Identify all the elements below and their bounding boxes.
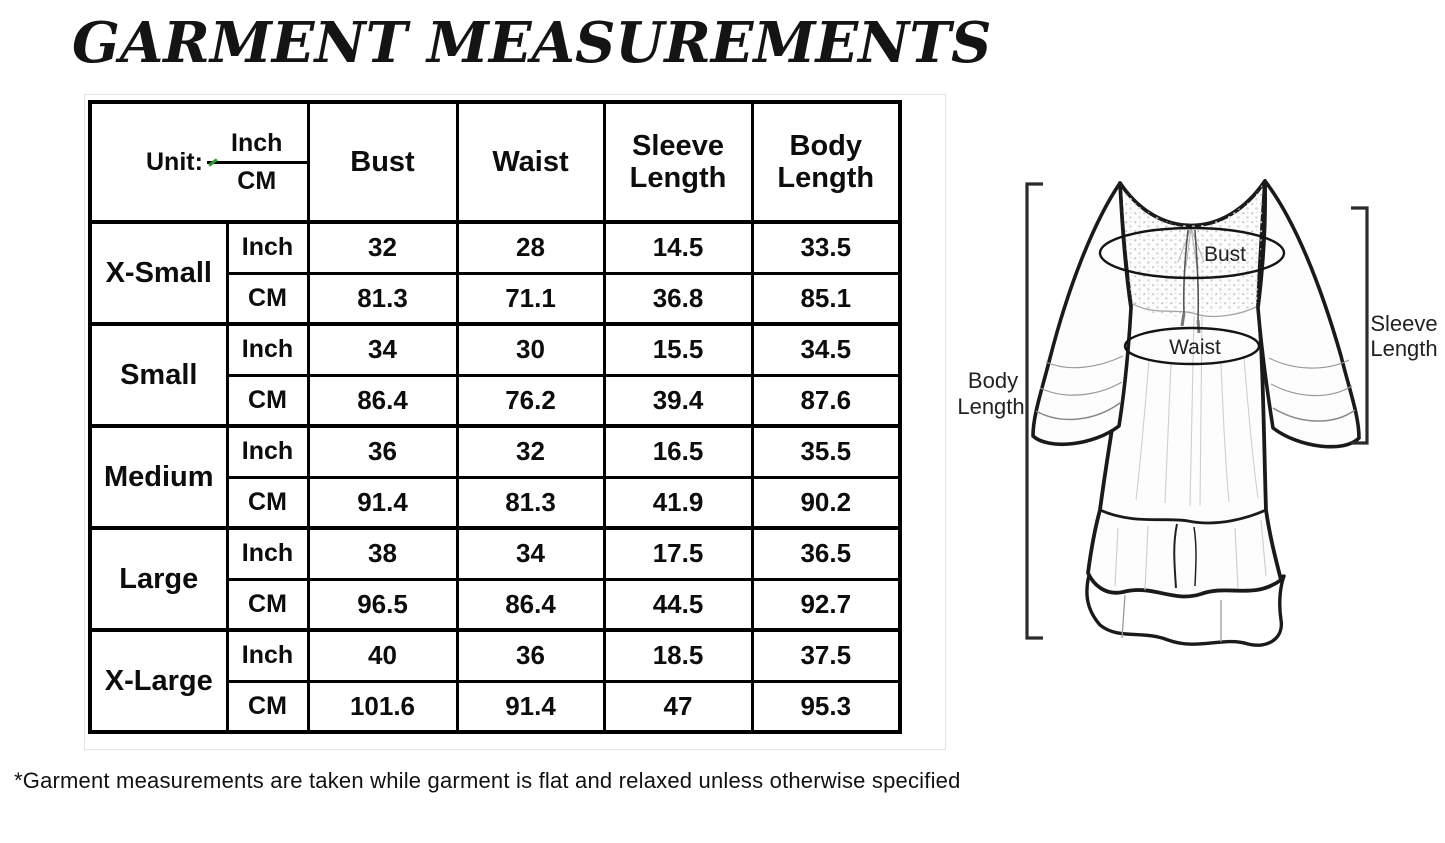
value-cell: 87.6 (752, 375, 900, 426)
value-cell: 81.3 (457, 477, 604, 528)
value-cell: 92.7 (752, 579, 900, 630)
value-cell: 33.5 (752, 222, 900, 273)
header-row (90, 102, 900, 222)
unit-tag-cm: CM (227, 375, 308, 426)
value-cell: 30 (457, 324, 604, 375)
unit-tag-inch: Inch (227, 222, 308, 273)
column-header-body-length: Body Length (752, 102, 900, 222)
unit-tag-inch: Inch (227, 630, 308, 681)
table-row (90, 222, 900, 273)
table-row (90, 426, 900, 477)
value-cell: 101.6 (308, 681, 457, 732)
value-cell: 37.5 (752, 630, 900, 681)
unit-tag-cm: CM (227, 681, 308, 732)
value-cell: 16.5 (604, 426, 752, 477)
value-cell: 34 (308, 324, 457, 375)
value-cell: 86.4 (457, 579, 604, 630)
value-cell: 81.3 (308, 273, 457, 324)
footnote: *Garment measurements are taken while garment is flat and relaxed unless otherwise specified (14, 768, 961, 793)
value-cell: 18.5 (604, 630, 752, 681)
sleeve-length-label-line1: Sleeve (1370, 311, 1438, 336)
unit-label: Unit: (146, 147, 203, 176)
value-cell: 47 (604, 681, 752, 732)
value-cell: 28 (457, 222, 604, 273)
sleeve-length-label-line2: Length (1370, 336, 1438, 361)
value-cell: 90.2 (752, 477, 900, 528)
size-label-large: Large (90, 528, 227, 630)
column-header-sleeve-length: Sleeve Length (604, 102, 752, 222)
size-label-x-large: X-Large (90, 630, 227, 732)
value-cell: 91.4 (308, 477, 457, 528)
unit-inch-label: Inch (207, 129, 307, 164)
unit-tag-inch: Inch (227, 426, 308, 477)
value-cell: 96.5 (308, 579, 457, 630)
table-row (90, 528, 900, 579)
unit-tag-cm: CM (227, 477, 308, 528)
garment-diagram (953, 148, 1445, 693)
value-cell: 36 (308, 426, 457, 477)
page-title: GARMENT MEASUREMENTS (72, 10, 992, 76)
value-cell: 39.4 (604, 375, 752, 426)
unit-header-cell (90, 102, 308, 222)
value-cell: 36.8 (604, 273, 752, 324)
value-cell: 32 (457, 426, 604, 477)
value-cell: 76.2 (457, 375, 604, 426)
size-label-x-small: X-Small (90, 222, 227, 324)
column-header-waist: Waist (457, 102, 604, 222)
value-cell: 38 (308, 528, 457, 579)
value-cell: 14.5 (604, 222, 752, 273)
body-length-label-line2: Length (957, 394, 1025, 419)
value-cell: 41.9 (604, 477, 752, 528)
unit-fraction (207, 129, 307, 196)
right-sleeve (1258, 181, 1359, 447)
body-length-label-line1: Body (967, 368, 1019, 393)
value-cell: 35.5 (752, 426, 900, 477)
value-cell: 71.1 (457, 273, 604, 324)
unit-tag-inch: Inch (227, 324, 308, 375)
left-sleeve (1033, 183, 1131, 444)
unit-cm-label: CM (237, 166, 277, 195)
value-cell: 36.5 (752, 528, 900, 579)
value-cell: 15.5 (604, 324, 752, 375)
value-cell: 85.1 (752, 273, 900, 324)
table-row (90, 630, 900, 681)
value-cell: 34.5 (752, 324, 900, 375)
table-row (90, 324, 900, 375)
value-cell: 36 (457, 630, 604, 681)
value-cell: 40 (308, 630, 457, 681)
size-label-small: Small (90, 324, 227, 426)
value-cell: 44.5 (604, 579, 752, 630)
unit-tag-cm: CM (227, 579, 308, 630)
size-label-medium: Medium (90, 426, 227, 528)
value-cell: 17.5 (604, 528, 752, 579)
value-cell: 91.4 (457, 681, 604, 732)
unit-tag-cm: CM (227, 273, 308, 324)
value-cell: 34 (457, 528, 604, 579)
size-chart-table (88, 100, 902, 734)
waist-label: Waist (1169, 336, 1221, 359)
value-cell: 95.3 (752, 681, 900, 732)
column-header-bust: Bust (308, 102, 457, 222)
bust-label: Bust (1203, 243, 1247, 266)
value-cell: 32 (308, 222, 457, 273)
value-cell: 86.4 (308, 375, 457, 426)
unit-tag-inch: Inch (227, 528, 308, 579)
